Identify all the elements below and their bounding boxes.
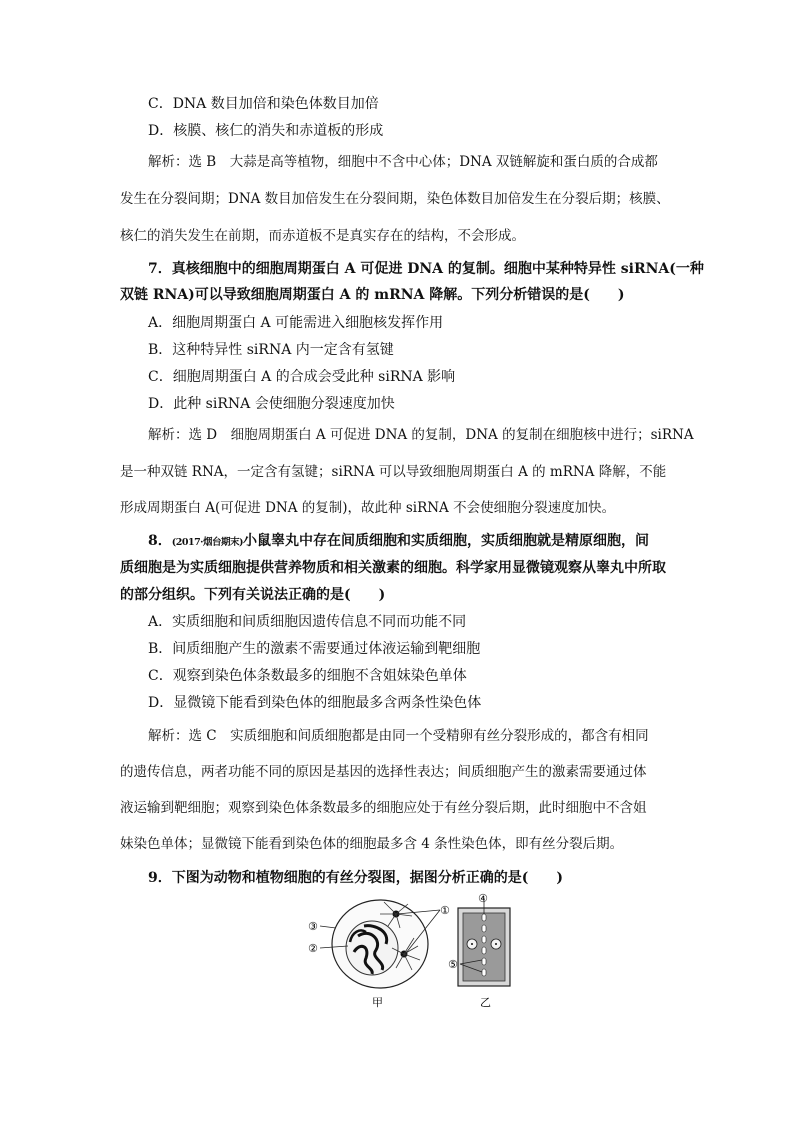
figure-label-4: ④ xyxy=(478,892,488,905)
q8-number: 8． xyxy=(148,533,172,549)
q8-stem-line2: 质细胞是为实质细胞提供营养物质和相关激素的细胞。科学家用显微镜观察从睾丸中所取 xyxy=(120,560,666,576)
q8-option-a: A．实质细胞和间质细胞因遗传信息不同而功能不同 xyxy=(148,614,467,630)
q8-analysis-line2: 的遗传信息，两者功能不同的原因是基因的选择性表达；间质细胞产生的激素需要通过体 xyxy=(120,764,647,780)
q7-analysis-line3: 形成周期蛋白 A(可促进 DNA 的复制)，故此种 siRNA 不会使细胞分裂速度加快。 xyxy=(120,500,616,516)
q8-source: (2017·烟台期末) xyxy=(171,537,243,548)
q7-option-d: D．此种 siRNA 会使细胞分裂速度加快 xyxy=(148,396,395,412)
q7-option-c: C．细胞周期蛋白 A 的合成会受此种 siRNA 影响 xyxy=(148,369,456,385)
q8-option-c: C．观察到染色体条数最多的细胞不含姐妹染色单体 xyxy=(148,668,467,684)
q8-option-b: B．间质细胞产生的激素不需要通过体液运输到靶细胞 xyxy=(148,641,481,657)
figure-label-3: ③ xyxy=(308,920,318,933)
q7-analysis-line1 xyxy=(148,425,694,445)
q6-analysis-line1 xyxy=(148,152,658,172)
mitosis-figure xyxy=(300,892,550,1014)
q7-stem-line2: 双链 RNA)可以导致细胞周期蛋白 A 的 mRNA 降解。下列分析错误的是( ) xyxy=(120,287,625,303)
q8-analysis-line1 xyxy=(148,726,649,746)
figure-label-5: ⑤ xyxy=(448,958,458,971)
q8-option-d: D．显微镜下能看到染色体的细胞最多含两条性染色体 xyxy=(148,695,482,711)
q7-analysis-label: 解析：选 D xyxy=(148,427,218,443)
q6-analysis-line2: 发生在分裂间期；DNA 数目加倍发生在分裂间期，染色体数目加倍发生在分裂后期；核膜、 xyxy=(120,191,670,207)
q8-analysis-line4: 妹染色单体；显微镜下能看到染色体的细胞最多含 4 条性染色体，即有丝分裂后期。 xyxy=(120,836,624,852)
plant-cell-diagram xyxy=(458,900,510,986)
q8-analysis-text1: 实质细胞和间质细胞都是由同一个受精卵有丝分裂形成的，都含有相同 xyxy=(230,728,649,744)
q8-stem-line1-text: 小鼠睾丸中存在间质细胞和实质细胞，实质细胞就是精原细胞，间 xyxy=(243,533,649,549)
q6-analysis-line3: 核仁的消失发生在前期，而赤道板不是真实存在的结构，不会形成。 xyxy=(120,228,525,244)
figure-caption-yi: 乙 xyxy=(480,996,491,1009)
q7-option-a: A．细胞周期蛋白 A 可能需进入细胞核发挥作用 xyxy=(148,315,444,331)
figure-caption-jia: 甲 xyxy=(372,996,383,1009)
figure-label-1: ① xyxy=(440,904,450,917)
q9-stem: 9．下图为动物和植物细胞的有丝分裂图，据图分析正确的是( ) xyxy=(148,870,563,886)
figure-label-2: ② xyxy=(308,942,318,955)
q8-stem-line1 xyxy=(148,531,649,553)
animal-cell-diagram xyxy=(320,900,440,988)
q7-stem-line1: 7．真核细胞中的细胞周期蛋白 A 可促进 DNA 的复制。细胞中某种特异性 siRNA(一种 xyxy=(148,261,704,277)
q6-analysis-label: 解析：选 B xyxy=(148,154,217,170)
q6-option-d: D．核膜、核仁的消失和赤道板的形成 xyxy=(148,123,384,139)
q8-analysis-label: 解析：选 C xyxy=(148,728,217,744)
q7-analysis-text1: 细胞周期蛋白 A 可促进 DNA 的复制，DNA 的复制在细胞核中进行；siRNA xyxy=(230,427,694,443)
q8-stem-line3: 的部分组织。下列有关说法正确的是( ) xyxy=(120,587,386,603)
q8-analysis-line3: 液运输到靶细胞；观察到染色体条数最多的细胞应处于有丝分裂后期，此时细胞中不含姐 xyxy=(120,800,647,816)
q7-option-b: B．这种特异性 siRNA 内一定含有氢键 xyxy=(148,342,394,358)
q6-option-c: C．DNA 数目加倍和染色体数目加倍 xyxy=(148,96,379,112)
q6-analysis-text1: 大蒜是高等植物，细胞中不含中心体；DNA 双链解旋和蛋白质的合成都 xyxy=(229,154,658,170)
q7-analysis-line2: 是一种双链 RNA，一定含有氢键；siRNA 可以导致细胞周期蛋白 A 的 mRNA 降解，不能 xyxy=(120,464,667,480)
